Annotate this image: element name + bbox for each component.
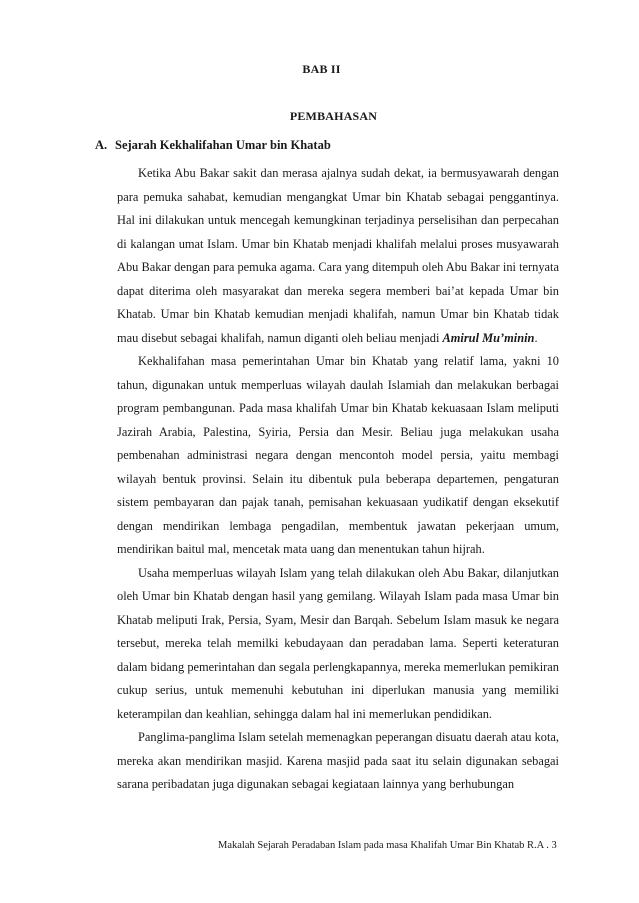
section-letter: A. (95, 138, 108, 152)
paragraph-3 (117, 562, 559, 727)
chapter-number: BAB II (302, 62, 341, 76)
section-title: Sejarah Kekhalifahan Umar bin Khatab (115, 138, 331, 152)
paragraph-4 (117, 726, 559, 797)
paragraph-1 (117, 162, 559, 350)
paragraph-2 (117, 350, 559, 562)
section-heading (95, 138, 331, 153)
paragraph-2-text: Kekhalifahan masa pemerintahan Umar bin Khatab yang relatif lama, yakni 10 tahun, digunakan untuk memperluas wilayah daulah Islamiah dan melakukan berbagai program pembangunan. Pada masa khalifah Umar bin Khatab kekuasaan Islam meliputi Jazirah Arabia, Palestina, Syiria, Persia dan Mesir. Beliau juga melakukan usaha pembenahan administrasi negara dengan mencontoh model persia, yaitu membagi wilayah bentuk provinsi. Selain itu dibentuk pula beberapa departemen, pengaturan sistem pembayaran dan pajak tanah, pemisahan kekuasaan yudikatif dengan eksekutif dengan mendirikan lembaga pengadilan, membentuk jawatan pekerjaan umum, mendirikan baitul mal, mencetak mata uang dan menentukan tahun hijrah. (117, 354, 559, 556)
paragraph-1-emphasis: Amirul Mu’minin (442, 330, 535, 345)
paragraph-3-text: Usaha memperluas wilayah Islam yang telah dilakukan oleh Abu Bakar, dilanjutkan oleh Umar bin Khatab dengan hasil yang gemilang. Wilayah Islam pada masa Umar bin Khatab meliputi Irak, Persia, Syam, Mesir dan Barqah. Sebelum Islam masuk ke negara tersebut, mereka telah memilki kebudayaan dan peradaban lama. Seperti keteraturan dalam bidang pemerintahan dan segala perlengkapannya, mereka memerlukan pemikiran cukup serius, untuk memenuhi kebutuhan ini diperlukan manusia yang memiliki keterampilan dan keahlian, sehingga dalam hal ini memerlukan pendidikan. (117, 565, 559, 721)
page-footer: Makalah Sejarah Peradaban Islam pada masa Khalifah Umar Bin Khatab R.A . 3 (218, 840, 557, 851)
chapter-title: PEMBAHASAN (289, 109, 378, 123)
paragraph-4-text: Panglima-panglima Islam setelah memenagkan peperangan disuatu daerah atau kota, mereka akan mendirikan masjid. Karena masjid pada saat itu selain digunakan sebagai sarana peribadatan juga digunakan sebagai kegiataan lainnya yang berhubungan (117, 730, 559, 791)
body-text (117, 162, 559, 797)
paragraph-1-end: . (534, 330, 538, 345)
paragraph-1-text: Ketika Abu Bakar sakit dan merasa ajalnya sudah dekat, ia bermusyawarah dengan para pemuka sahabat, kemudian mengangkat Umar bin Khatab sebagai penggantinya. Hal ini dilakukan untuk mencegah kemungkinan terjadinya perselisihan dan perpecahan di kalangan umat Islam. Umar bin Khatab menjadi khalifah melalui proses musyawarah Abu Bakar dengan para pemuka agama. Cara yang ditempuh oleh Abu Bakar ini ternyata dapat diterima oleh masyarakat dan mereka segera memberi bai’at kepada Umar bin Khatab. Umar bin Khatab kemudian menjadi khalifah, namun Umar bin Khatab tidak mau disebut sebagai khalifah, namun diganti oleh beliau menjadi (117, 166, 559, 345)
